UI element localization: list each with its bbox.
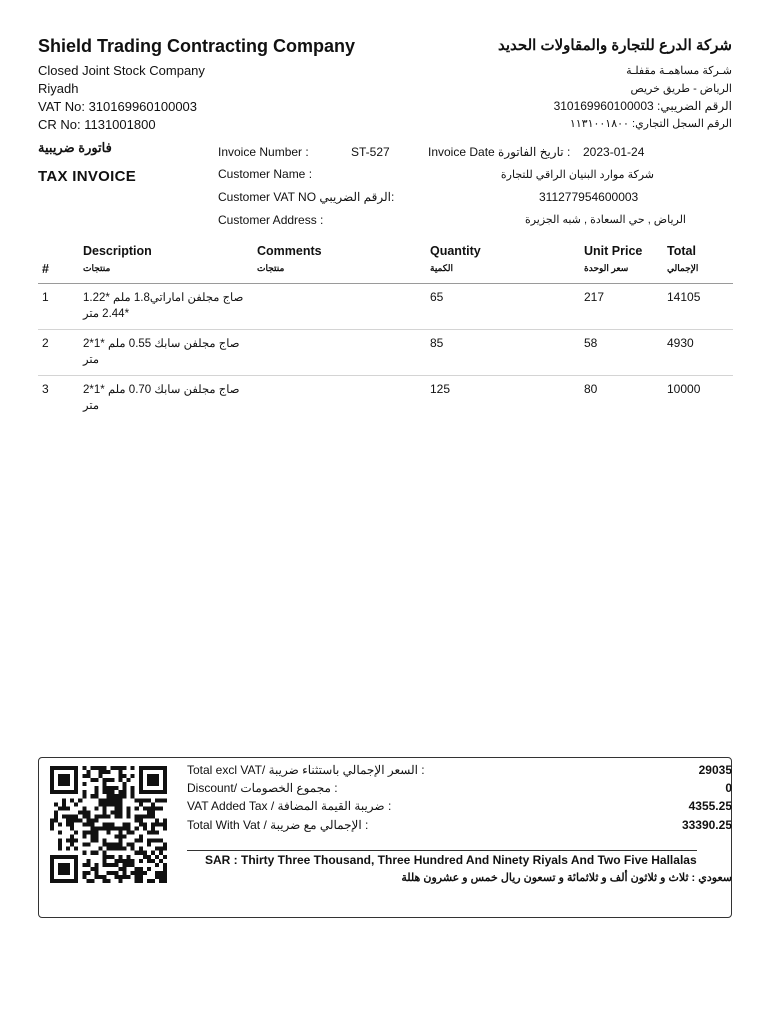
doc-title-ar: فاتورة ضريبية (38, 140, 112, 155)
company-cr-en: CR No: 1131001800 (38, 117, 156, 132)
row-quantity: 65 (430, 290, 444, 304)
customer-address: الرياض , حي السعادة , شبه الجزيرة (524, 214, 686, 226)
discount-label: Discount/ مجموع الخصومات : (187, 781, 338, 795)
col-header-total: Total (667, 244, 696, 258)
vat-label: VAT Added Tax / ضريبة القيمة المضافة : (187, 799, 392, 813)
company-type-en: Closed Joint Stock Company (38, 63, 205, 78)
customer-vat: 311277954600003 (539, 190, 639, 204)
discount-value: 0 (725, 781, 732, 795)
customer-vat-label: Customer VAT NO الرقم الضريبي: (218, 190, 395, 204)
invoice-number: ST-527 (351, 145, 390, 159)
company-city-en: Riyadh (38, 81, 79, 96)
row-divider (38, 375, 733, 376)
company-address-ar: الرياض - طريق خريص (630, 83, 732, 95)
row-total: 10000 (667, 382, 701, 396)
invoice-date-label: Invoice Date تاريخ الفاتورة : (428, 145, 571, 159)
row-num: 2 (42, 336, 49, 350)
row-total: 14105 (667, 290, 701, 304)
row-description: صاج مجلفن سابك 0.55 ملم *1*2 متر (83, 338, 240, 366)
company-vat-en: VAT No: 310169960100003 (38, 99, 198, 114)
row-description: صاج مجلفن اماراتي1.8 ملم *1.22 *2.44 متر (83, 292, 244, 320)
row-divider (38, 329, 733, 330)
company-type-ar: شـركة مساهمـة مقفلـة (626, 65, 732, 77)
company-cr-ar: الرقم السجل التجاري: ١١٣١٠٠١٨٠٠ (569, 118, 732, 130)
row-quantity: 85 (430, 336, 444, 350)
invoice-date: 2023-01-24 (583, 145, 645, 159)
company-vat-ar: الرقم الضريبي: 310169960100003 (553, 99, 732, 113)
row-quantity: 125 (430, 382, 451, 396)
col-header-description-ar: منتجات (83, 263, 111, 273)
vat-value: 4355.25 (688, 799, 732, 813)
table-header-divider (38, 283, 733, 284)
col-header-comments-ar: منتجات (257, 263, 285, 273)
col-header-comments: Comments (257, 244, 322, 258)
customer-address-label: Customer Address : (218, 213, 324, 227)
qr-code-icon (47, 766, 170, 883)
col-header-quantity-ar: الكمية (430, 263, 453, 273)
customer-name: شركة موارد البنيان الراقي للتجارة (500, 169, 654, 181)
col-header-description: Description (83, 244, 152, 258)
col-header-num: # (42, 262, 49, 276)
customer-name-label: Customer Name : (218, 167, 313, 181)
total-with-vat-value: 33390.25 (681, 818, 732, 832)
row-description: صاج مجلفن سابك 0.70 ملم *1*2 متر (83, 384, 240, 412)
row-unit-price: 58 (584, 336, 598, 350)
company-name-en: Shield Trading Contracting Company (38, 36, 356, 56)
row-num: 1 (42, 290, 49, 304)
company-name-ar: شركة الدرع للتجارة والمقاولات الحديد (498, 37, 732, 54)
total-with-vat-label: Total With Vat / الإجمالي مع ضريبة : (187, 818, 369, 832)
col-header-total-ar: الإجمالي (667, 263, 699, 273)
row-num: 3 (42, 382, 49, 396)
col-header-quantity: Quantity (430, 244, 481, 258)
row-unit-price: 217 (584, 290, 605, 304)
total-excl-vat-value: 29035 (698, 763, 732, 777)
col-header-unit-price-ar: سعر الوحدة (584, 263, 629, 273)
doc-title-en: TAX INVOICE (38, 168, 137, 185)
col-header-unit-price: Unit Price (584, 244, 643, 258)
amount-words-divider (187, 850, 697, 851)
amount-in-words-ar: سعودي : ثلاث و ثلاثون ألف و ثلاثمائة و تسعون ريال خمس و عشرون هللة (401, 872, 732, 884)
row-total: 4930 (667, 336, 694, 350)
invoice-number-label: Invoice Number : (218, 145, 309, 159)
amount-in-words-en: SAR : Thirty Three Thousand, Three Hundred And Ninety Riyals And Two Five Hallalas (205, 853, 697, 867)
total-excl-vat-label: Total excl VAT/ السعر الإجمالي باستثناء ضريبة : (187, 763, 425, 777)
row-unit-price: 80 (584, 382, 598, 396)
